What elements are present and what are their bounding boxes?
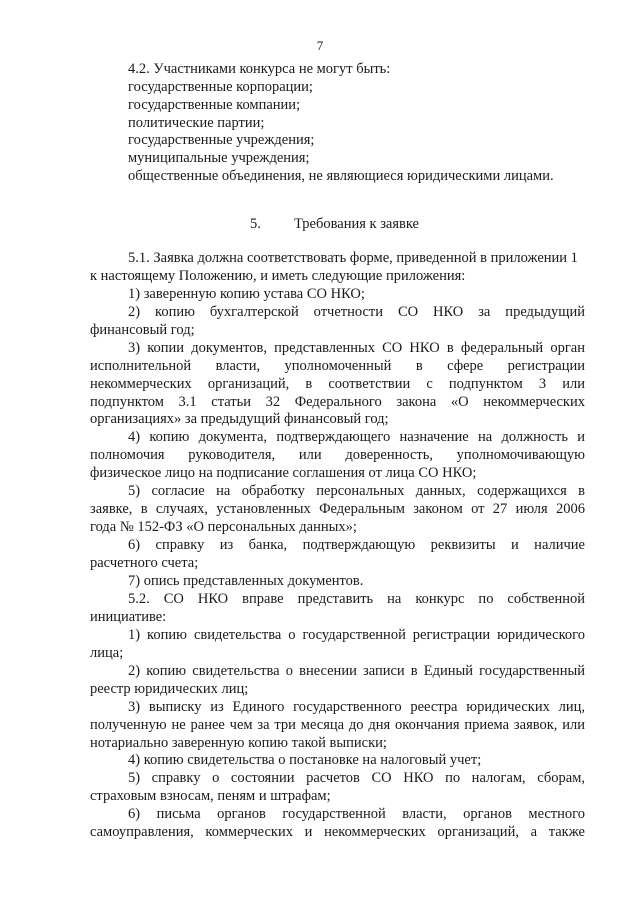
text-line: 5) справку о состоянии расчетов СО НКО по налогам, сборам,	[128, 770, 585, 786]
text-line: 6) справку из банка, подтверждающую реквизиты и наличие	[128, 537, 585, 553]
section-heading	[250, 216, 419, 233]
text-line: лица;	[90, 645, 124, 661]
text-line: организациях» за предыдущий финансовый год;	[90, 411, 389, 427]
text-line: 3) копии документов, представленных СО НКО в федеральный орган	[128, 340, 585, 356]
text-line: 2) копию свидетельства о внесении записи в Единый государственный	[128, 663, 585, 679]
text-line: года № 152-ФЗ «О персональных данных»;	[90, 519, 357, 535]
text-line: 5) согласие на обработку персональных данных, содержащихся в	[128, 483, 585, 499]
list-item: муниципальные учреждения;	[128, 150, 310, 166]
text-line: заявке, в случаях, установленных Федеральным законом от 27 июля 2006	[90, 501, 585, 517]
text-line: реестр юридических лиц;	[90, 681, 249, 697]
section-title: Требования к заявке	[294, 216, 419, 232]
text-line: инициативе:	[90, 609, 167, 625]
text-line: 1) заверенную копию устава СО НКО;	[128, 286, 365, 302]
clause-4-2-intro: 4.2. Участниками конкурса не могут быть:	[128, 61, 391, 77]
text-line: 3) выписку из Единого государственного реестра юридических лиц,	[128, 699, 585, 715]
list-item: государственные компании;	[128, 97, 301, 113]
section-number: 5.	[250, 216, 261, 232]
list-item: государственные учреждения;	[128, 132, 315, 148]
text-line: полномочия руководителя, или доверенность, уполномочивающую	[90, 447, 585, 463]
text-line: 4) копию свидетельства о постановке на налоговый учет;	[128, 752, 482, 768]
list-item: политические партии;	[128, 115, 265, 131]
text-line: 2) копию бухгалтерской отчетности СО НКО за предыдущий	[128, 304, 585, 320]
list-item: государственные корпорации;	[128, 79, 313, 95]
text-line: полученную не ранее чем за три месяца до дня окончания приема заявок, или	[90, 717, 585, 733]
list-item: общественные объединения, не являющиеся юридическими лицами.	[128, 168, 554, 184]
text-line: к настоящему Положению, и иметь следующие приложения:	[90, 268, 466, 284]
page-number: 7	[316, 38, 324, 53]
text-line: самоуправления, коммерческих и некоммерческих организаций, а также	[90, 824, 585, 840]
text-line: страховым взносам, пеням и штрафам;	[90, 788, 331, 804]
text-line: финансовый год;	[90, 322, 195, 338]
text-line: нотариально заверенную копию такой выписки;	[90, 735, 387, 751]
text-line: 6) письма органов государственной власти, органов местного	[128, 806, 585, 822]
text-line: расчетного счета;	[90, 555, 199, 571]
text-line: 5.2. СО НКО вправе представить на конкурс по собственной	[128, 591, 585, 607]
text-line: подпунктом 3.1 статьи 32 Федерального закона «О некоммерческих	[90, 394, 585, 410]
text-line: 7) опись представленных документов.	[128, 573, 364, 589]
text-line: 1) копию свидетельства о государственной регистрации юридического	[128, 627, 585, 643]
text-line: некоммерческих организаций, в соответствии с подпунктом 3 или	[90, 376, 585, 392]
text-line: 5.1. Заявка должна соответствовать форме, приведенной в приложении 1	[128, 250, 578, 266]
text-line: 4) копию документа, подтверждающего назначение на должность и	[128, 429, 585, 445]
text-line: физическое лицо на подписание соглашения от лица СО НКО;	[90, 465, 477, 481]
text-line: исполнительной власти, уполномоченный в сфере регистрации	[90, 358, 585, 374]
